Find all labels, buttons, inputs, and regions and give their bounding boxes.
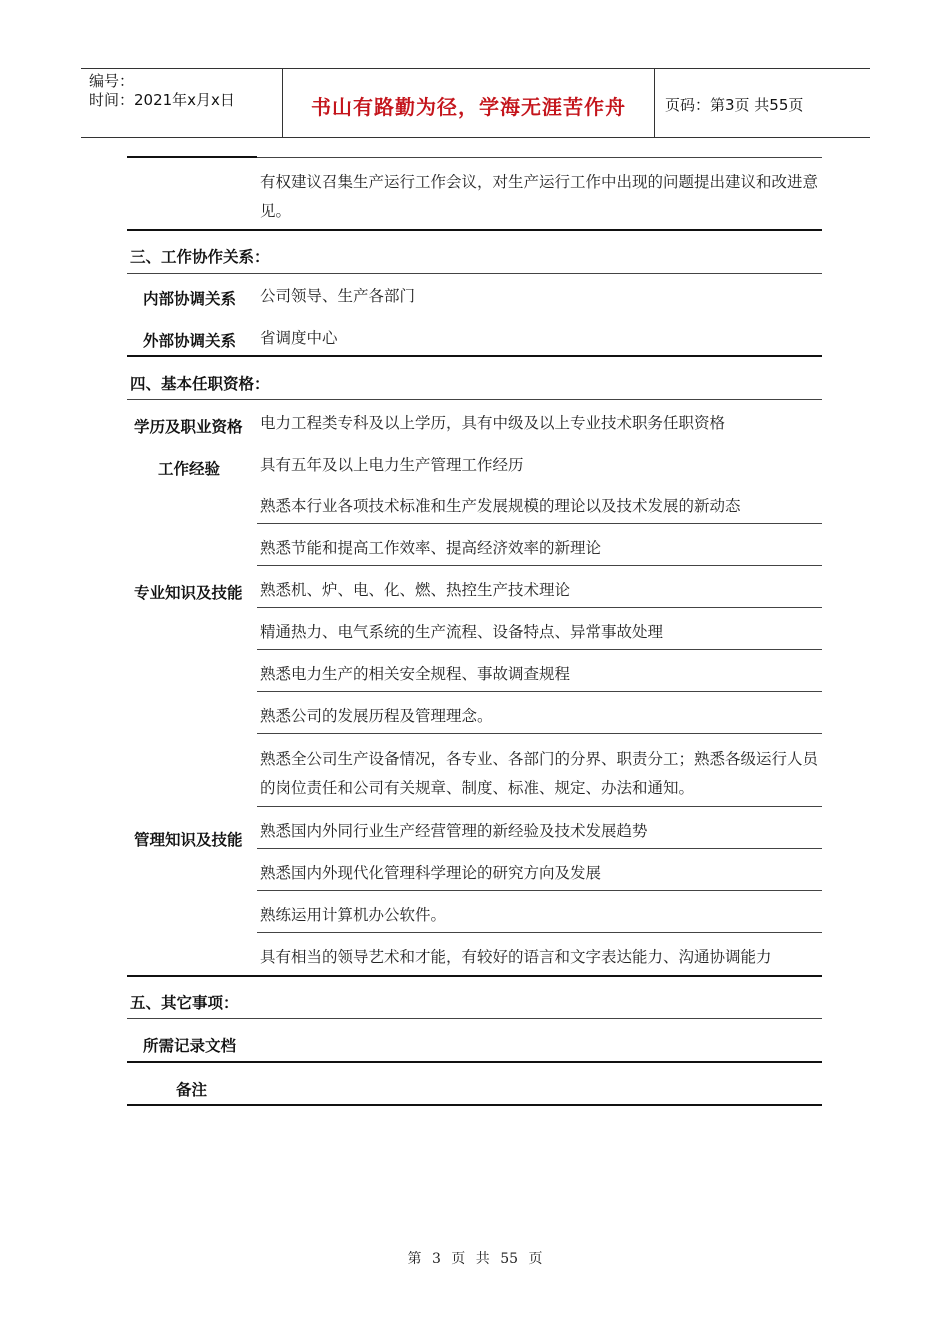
divider (127, 975, 822, 977)
list-item: 熟悉节能和提高工作效率、提高经济效率的新理论 (260, 539, 602, 557)
list-item: 精通热力、电气系统的生产流程、设备特点、异常事故处理 (260, 623, 664, 641)
intro-text: 有权建议召集生产运行工作会议，对生产运行工作中出现的问题提出建议和改进意见。 (260, 173, 819, 220)
divider (127, 355, 822, 357)
list-item: 熟悉全公司生产设备情况，各专业、各部门的分界、职责分工；熟悉各级运行人员的岗位责任和公司有关规章、制度、标准、规定、办法和通知。 (260, 750, 819, 797)
divider (257, 890, 822, 891)
experience-label: 工作经验 (158, 460, 221, 478)
header-motto-cell (283, 69, 655, 137)
external-coordination-value: 省调度中心 (260, 329, 338, 347)
list-item: 熟悉本行业各项技术标准和生产发展规模的理论以及技术发展的新动态 (260, 497, 741, 515)
education-value: 电力工程类专科及以上学历，具有中级及以上专业技术职务任职资格 (260, 414, 726, 432)
divider (257, 565, 822, 566)
divider (257, 932, 822, 933)
list-item: 熟悉公司的发展历程及管理理念。 (260, 707, 493, 725)
header-meta (81, 69, 283, 137)
records-label: 所需记录文档 (143, 1037, 237, 1055)
section3-title: 三、工作协作关系： (130, 248, 270, 266)
divider (127, 156, 257, 158)
divider (127, 1061, 822, 1063)
management-label: 管理知识及技能 (134, 831, 243, 849)
header-page-cell (655, 69, 870, 137)
divider (257, 848, 822, 849)
page-footer: 第 3 页 共 55 页 (407, 1251, 543, 1267)
internal-coordination-label: 内部协调关系 (143, 290, 237, 308)
divider (257, 523, 822, 524)
divider (127, 1018, 822, 1019)
list-item: 熟悉国内外同行业生产经营管理的新经验及技术发展趋势 (260, 822, 648, 840)
list-item: 熟练运用计算机办公软件。 (260, 906, 447, 924)
education-label: 学历及职业资格 (134, 418, 243, 436)
divider (127, 1104, 822, 1106)
page-info: 页码：第3页 共55页 (665, 96, 804, 114)
list-item: 熟悉机、炉、电、化、燃、热控生产技术理论 (260, 581, 571, 599)
divider (127, 399, 822, 400)
section5-title: 五、其它事项： (130, 994, 239, 1012)
professional-label: 专业知识及技能 (134, 584, 243, 602)
divider (257, 649, 822, 650)
divider (257, 733, 822, 734)
experience-value: 具有五年及以上电力生产管理工作经历 (260, 456, 524, 474)
page-header (81, 68, 870, 138)
external-coordination-label: 外部协调关系 (143, 332, 237, 350)
divider (257, 691, 822, 692)
divider (257, 806, 822, 807)
list-item: 具有相当的领导艺术和才能，有较好的语言和文字表达能力、沟通协调能力 (260, 948, 772, 966)
time-label: 时间：2021年x月x日 (89, 91, 235, 109)
list-item: 熟悉国内外现代化管理科学理论的研究方向及发展 (260, 864, 602, 882)
notes-label: 备注 (176, 1081, 208, 1099)
number-label: 编号： (89, 72, 135, 90)
list-item: 熟悉电力生产的相关安全规程、事故调查规程 (260, 665, 571, 683)
divider (257, 157, 822, 158)
divider (127, 273, 822, 274)
motto: 书山有路勤为径，学海无涯苦作舟 (311, 95, 626, 119)
divider (257, 607, 822, 608)
section4-title: 四、基本任职资格： (130, 375, 270, 393)
internal-coordination-value: 公司领导、生产各部门 (260, 287, 416, 305)
divider (127, 229, 822, 231)
